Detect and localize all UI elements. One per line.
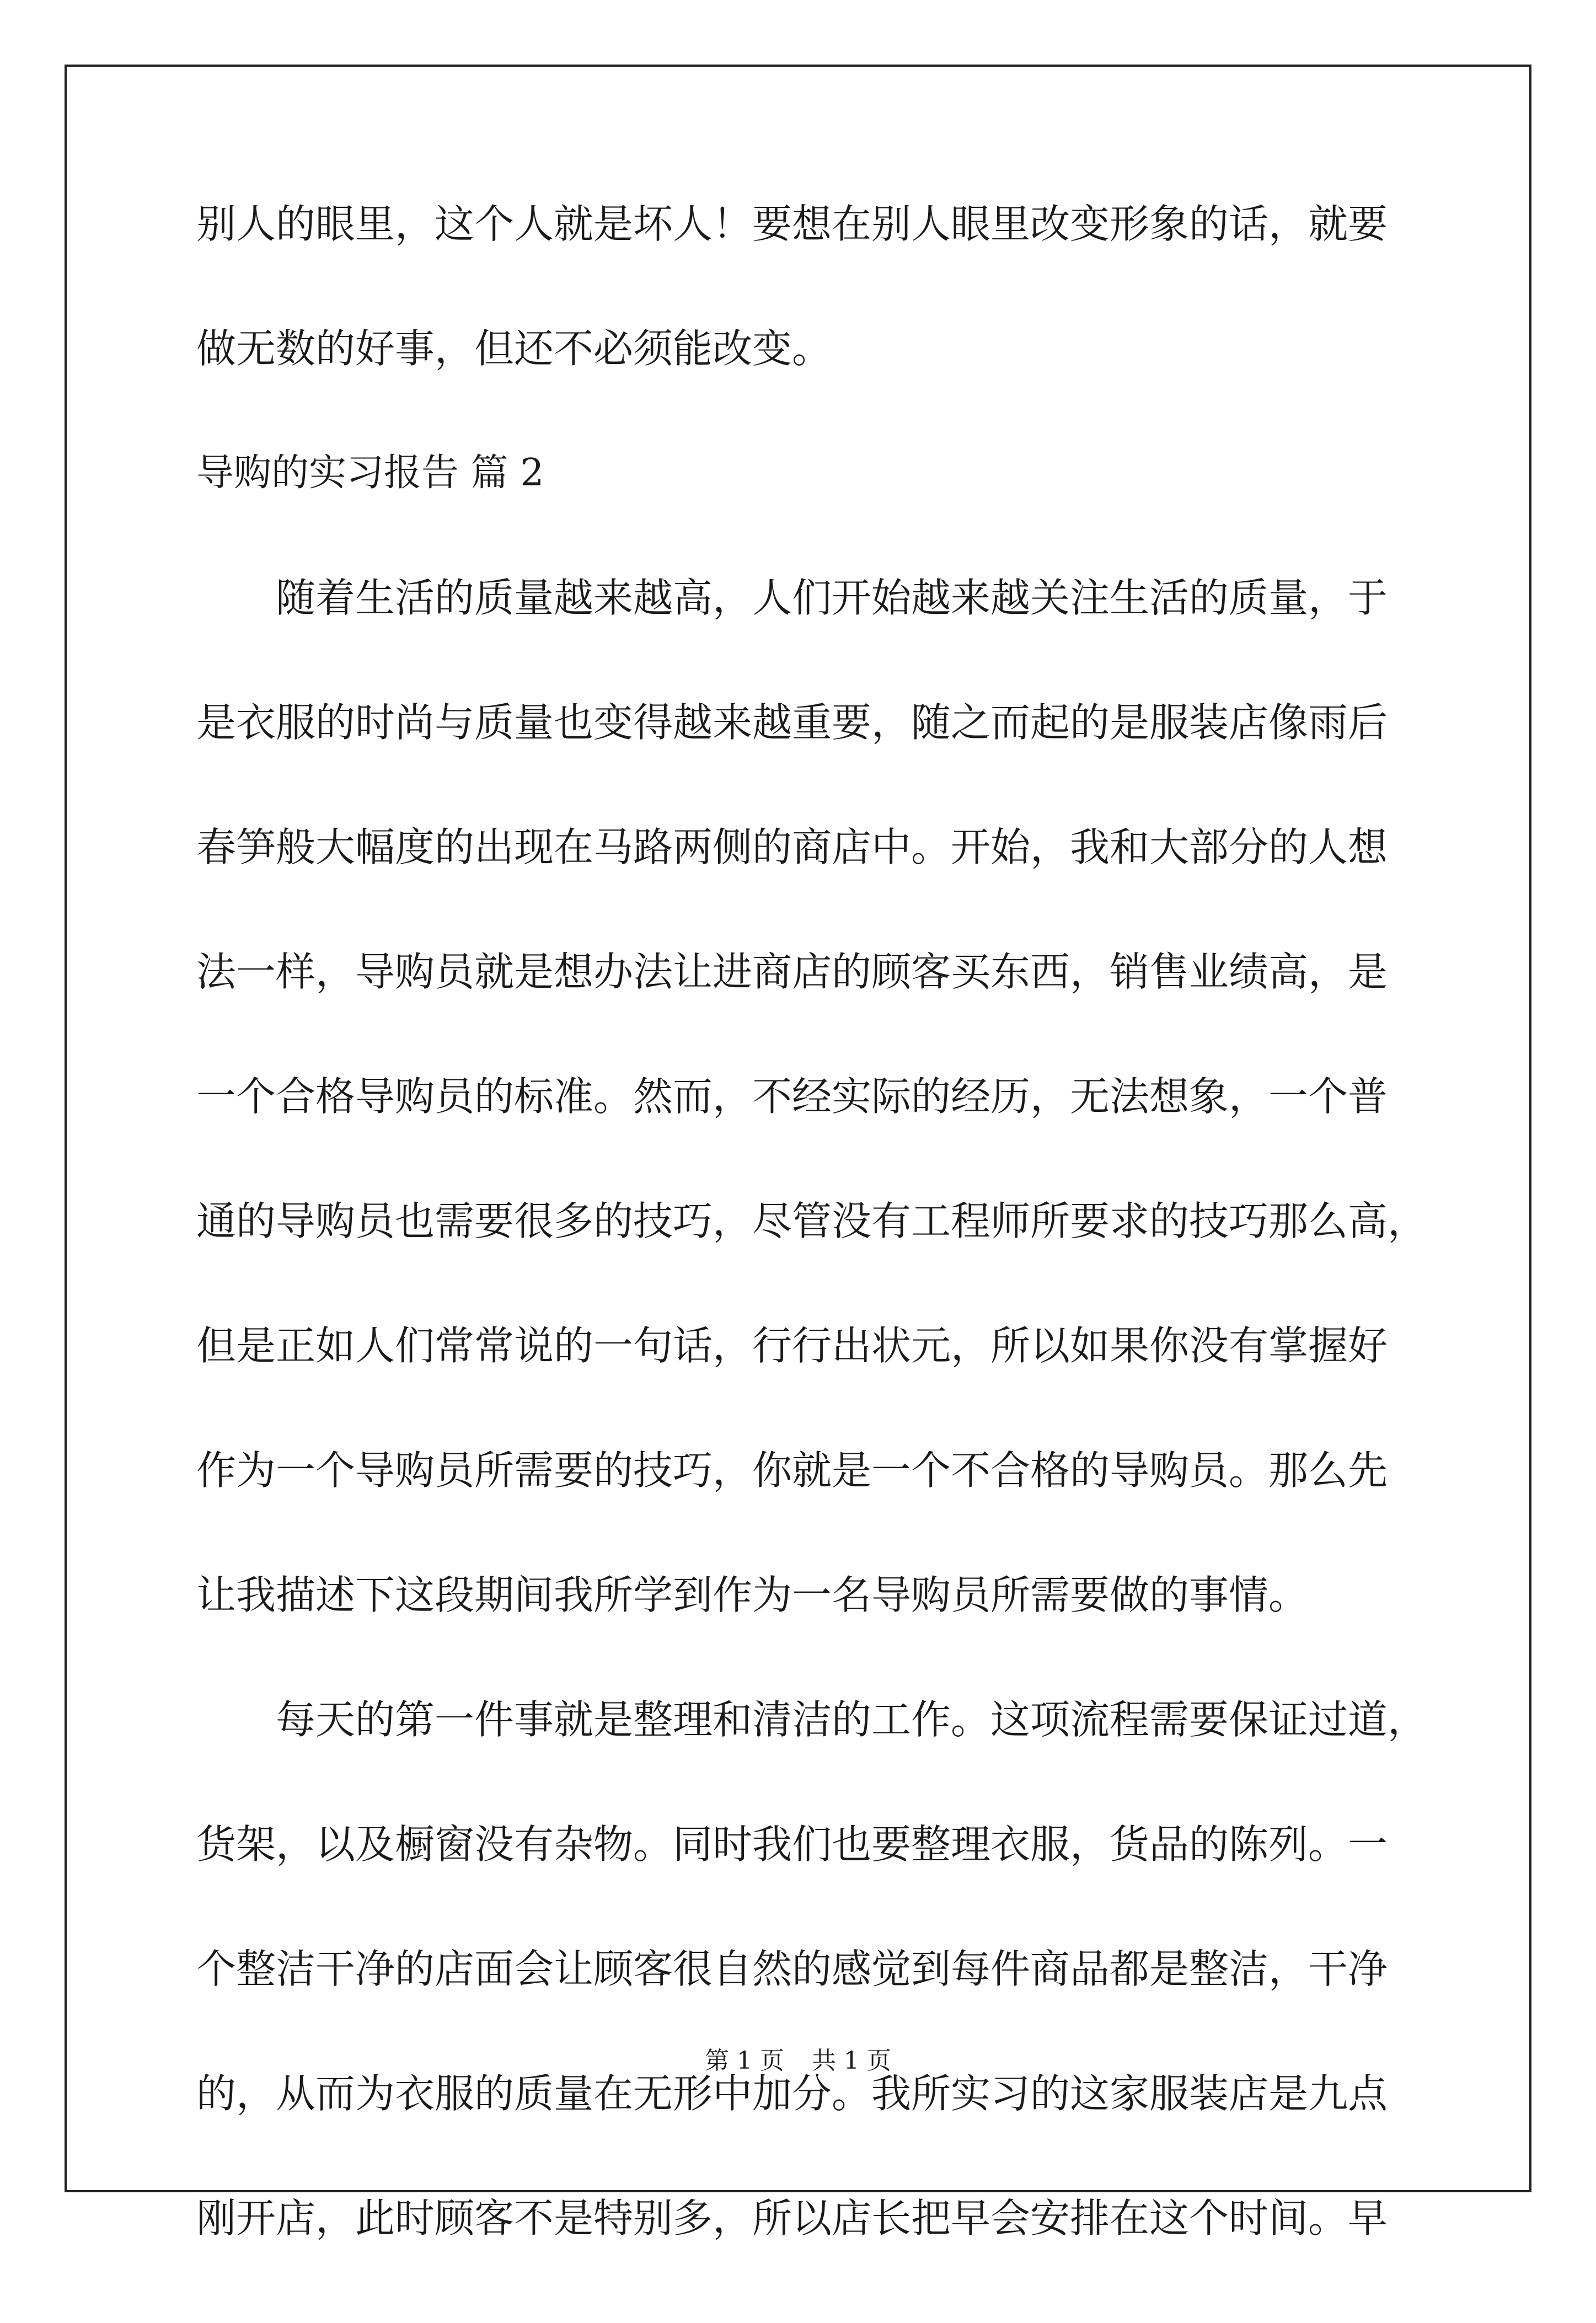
section-heading: 导购的实习报告 篇 2 xyxy=(196,451,544,495)
paragraph-first-line: 随着生活的质量越来越高，人们开始越来越关注生活的质量，于 xyxy=(276,575,1388,621)
document-body xyxy=(196,201,1428,2323)
text-line: 别人的眼里，这个人就是坏人！要想在别人眼里改变形象的话，就要 xyxy=(196,201,1388,247)
text-line: 春笋般大幅度的出现在马路两侧的商店中。开始，我和大部分的人想 xyxy=(196,824,1388,870)
text-line: 刚开店，此时顾客不是特别多，所以店长把早会安排在这个时间。早 xyxy=(196,2195,1388,2241)
page-footer xyxy=(0,2049,1596,2073)
text-line: 个整洁干净的店面会让顾客很自然的感觉到每件商品都是整洁，干净 xyxy=(196,1946,1388,1992)
page-number-current: 第 1 页 xyxy=(705,2047,784,2075)
text-line: 但是正如人们常常说的一句话，行行出状元，所以如果你没有掌握好 xyxy=(196,1323,1388,1369)
page-number-total: 共 1 页 xyxy=(812,2047,891,2075)
paragraph-first-line: 每天的第一件事就是整理和清洁的工作。这项流程需要保证过道， xyxy=(276,1696,1428,1743)
text-line: 的，从而为衣服的质量在无形中加分。我所实习的这家服装店是九点 xyxy=(196,2070,1388,2117)
text-line: 货架，以及橱窗没有杂物。同时我们也要整理衣服，货品的陈列。一 xyxy=(196,1821,1388,1867)
text-line: 法一样，导购员就是想办法让进商店的顾客买东西，销售业绩高，是 xyxy=(196,949,1388,995)
text-line: 是衣服的时尚与质量也变得越来越重要，随之而起的是服装店像雨后 xyxy=(196,699,1388,746)
text-line: 一个合格导购员的标准。然而，不经实际的经历，无法想象，一个普 xyxy=(196,1073,1388,1120)
text-line: 作为一个导购员所需要的技巧，你就是一个不合格的导购员。那么先 xyxy=(196,1447,1388,1494)
text-line: 通的导购员也需要很多的技巧，尽管没有工程师所要求的技巧那么高， xyxy=(196,1198,1428,1244)
text-line: 让我描述下这段期间我所学到作为一名导购员所需要做的事情。 xyxy=(196,1572,1309,1618)
text-line: 做无数的好事，但还不必须能改变。 xyxy=(196,325,832,372)
